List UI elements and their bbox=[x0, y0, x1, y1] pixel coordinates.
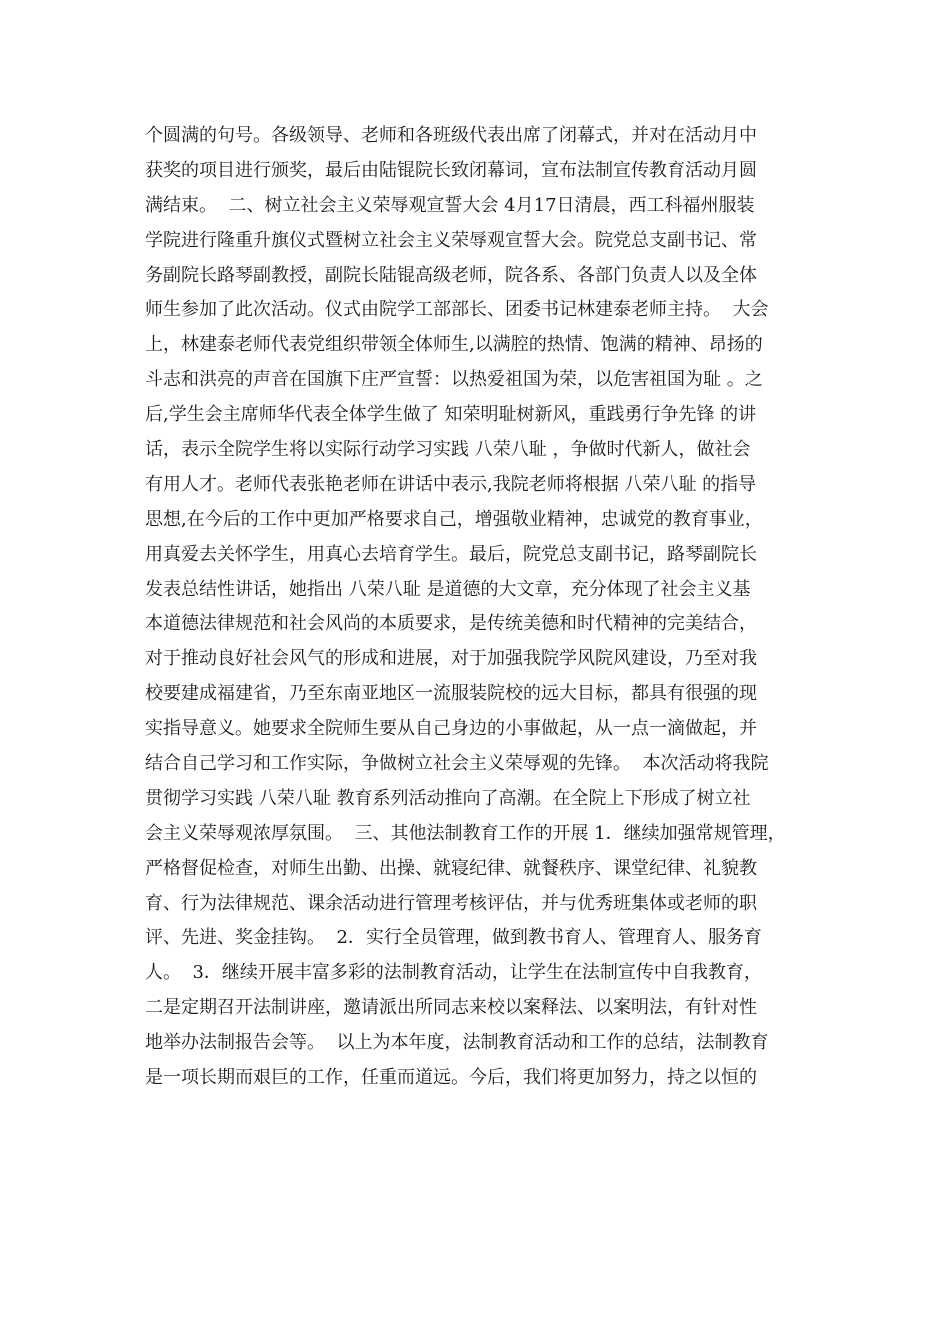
text-line: 务副院长路琴副教授，副院长陆锟高级老师，院各系、各部门负责人以及全体 bbox=[145, 264, 757, 286]
text-line: 结合自己学习和工作实际，争做树立社会主义荣辱观的先锋。 本次活动将我院 bbox=[145, 753, 769, 775]
text-line: 地举办法制报告会等。 以上为本年度，法制教育活动和工作的总结，法制教育 bbox=[145, 1032, 769, 1054]
text-line: 有用人才。老师代表张艳老师在讲话中表示,我院老师将根据 八荣八耻 的指导 bbox=[145, 473, 757, 495]
text-line: 个圆满的句号。各级领导、老师和各班级代表出席了闭幕式，并对在活动月中 bbox=[145, 125, 757, 146]
text-line: 贯彻学习实践 八荣八耻 教育系列活动推向了高潮。在全院上下形成了树立社 bbox=[145, 787, 751, 809]
text-line: 育、行为法律规范、课余活动进行管理考核评估，并与优秀班集体或老师的职 bbox=[145, 892, 757, 914]
text-line: 评、先进、奖金挂钩。 2．实行全员管理，做到教书育人、管理育人、服务育 bbox=[145, 927, 762, 949]
text-line: 校要建成福建省，乃至东南亚地区一流服装院校的远大目标，都具有很强的现 bbox=[145, 683, 757, 705]
text-line: 话，表示全院学生将以实际行动学习实践 八荣八耻 ，争做时代新人，做社会 bbox=[145, 439, 751, 461]
text-line: 上，林建泰老师代表党组织带领全体师生,以满腔的热情、饱满的精神、昂扬的 bbox=[145, 334, 763, 356]
text-line: 二是定期召开法制讲座，邀请派出所同志来校以案释法、以案明法，有针对性 bbox=[145, 997, 757, 1019]
text-line: 师生参加了此次活动。仪式由院学工部部长、团委书记林建泰老师主持。 大会 bbox=[145, 299, 769, 321]
text-line: 实指导意义。她要求全院师生要从自己身边的小事做起，从一点一滴做起，并 bbox=[145, 718, 757, 740]
text-line: 是一项长期而艰巨的工作，任重而道远。今后，我们将更加努力，持之以恒的 bbox=[145, 1067, 757, 1089]
text-line: 发表总结性讲话，她指出 八荣八耻 是道德的大文章，充分体现了社会主义基 bbox=[145, 578, 751, 600]
text-line: 严格督促检查，对师生出勤、出操、就寝纪律、就餐秩序、课堂纪律、礼貌教 bbox=[145, 857, 757, 879]
text-line: 斗志和洪亮的声音在国旗下庄严宣誓：以热爱祖国为荣，以危害祖国为耻 。之 bbox=[145, 369, 763, 391]
text-line: 本道德法律规范和社会风尚的本质要求，是传统美德和时代精神的完美结合， bbox=[145, 613, 757, 635]
text-line: 人。 3．继续开展丰富多彩的法制教育活动，让学生在法制宣传中自我教育， bbox=[145, 962, 762, 984]
text-line: 满结束。 二、树立社会主义荣辱观宣誓大会 4月17日清晨，西工科福州服装 bbox=[145, 194, 755, 216]
text-line: 后,学生会主席师华代表全体学生做了 知荣明耻树新风，重践勇行争先锋 的讲 bbox=[145, 404, 757, 426]
text-line: 会主义荣辱观浓厚氛围。 三、其他法制教育工作的开展 1．继续加强常规管理， bbox=[145, 822, 786, 844]
text-line: 获奖的项目进行颁奖，最后由陆锟院长致闭幕词，宣布法制宣传教育活动月圆 bbox=[145, 159, 757, 181]
text-line: 思想,在今后的工作中更加严格要求自己，增强敬业精神，忠诚党的教育事业， bbox=[145, 508, 763, 530]
body-text bbox=[145, 119, 825, 1096]
text-line: 学院进行隆重升旗仪式暨树立社会主义荣辱观宣誓大会。院党总支副书记、常 bbox=[145, 229, 757, 251]
text-line: 用真爱去关怀学生，用真心去培育学生。最后，院党总支副书记，路琴副院长 bbox=[145, 543, 757, 565]
text-line: 对于推动良好社会风气的形成和进展，对于加强我院学风院风建设，乃至对我 bbox=[145, 648, 757, 670]
